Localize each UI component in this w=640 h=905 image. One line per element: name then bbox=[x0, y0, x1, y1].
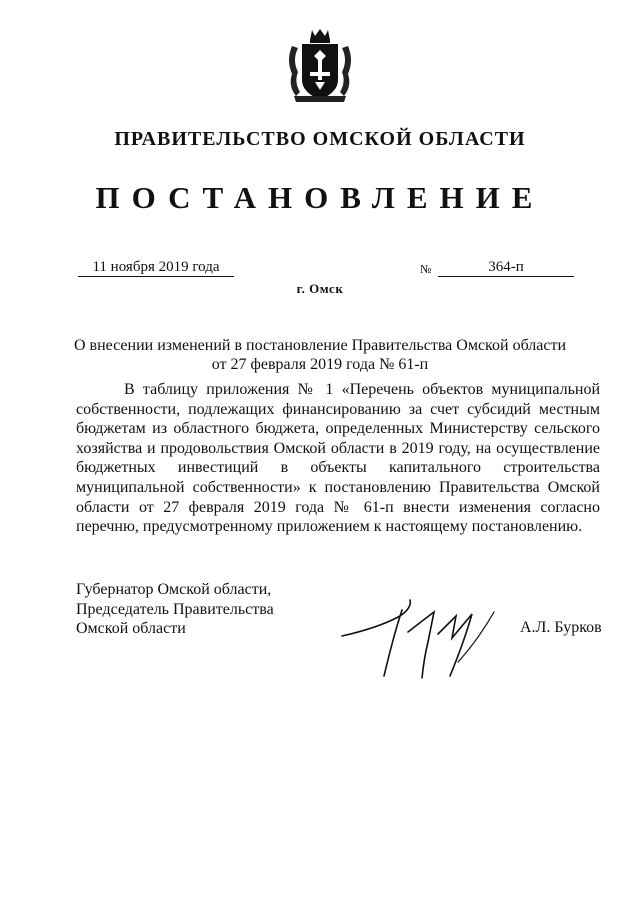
signatory-title-line-2: Председатель Правительства bbox=[76, 600, 274, 618]
document-date: 11 ноября 2019 года bbox=[78, 258, 234, 277]
number-label: № bbox=[420, 262, 432, 276]
signatory-title-line-1: Губернатор Омской области, bbox=[76, 581, 272, 598]
document-type-title: ПОСТАНОВЛЕНИЕ bbox=[95, 180, 545, 215]
signatory-title-line-3: Омской области bbox=[76, 620, 186, 638]
body-paragraph: В таблицу приложения № 1 «Перечень объектов муниципальной собственности, подлежащих финансированию за счет субсидий местным бюджетам из областного бюджета, определенных Министерству сельского хозяйства и продовольствия Омской области в 2019 году, на осуществление бюджетных инвестиций в объекты капитального строительства муниципальной собственности» к постановлению Правительства Омской области от 27 февраля 2019 года № 61-п внести изменения согласно перечню, предусмотренному приложением к настоящему постановлению. bbox=[76, 381, 600, 536]
signatory-title bbox=[76, 580, 274, 639]
heading-line-1: О внесении изменений в постановление Правительства Омской области bbox=[73, 337, 567, 354]
organization-title: ПРАВИТЕЛЬСТВО ОМСКОЙ ОБЛАСТИ bbox=[114, 128, 526, 150]
signatory-name: А.Л. Бурков bbox=[520, 619, 602, 636]
heading-line-2: от 27 февраля 2019 года № 61-п bbox=[211, 356, 429, 373]
city-name: г. Омск bbox=[296, 281, 344, 296]
document-number: 364-п bbox=[438, 258, 574, 277]
coat-of-arms-emblem bbox=[284, 26, 356, 106]
handwritten-signature bbox=[338, 592, 498, 682]
document-heading bbox=[60, 336, 580, 374]
